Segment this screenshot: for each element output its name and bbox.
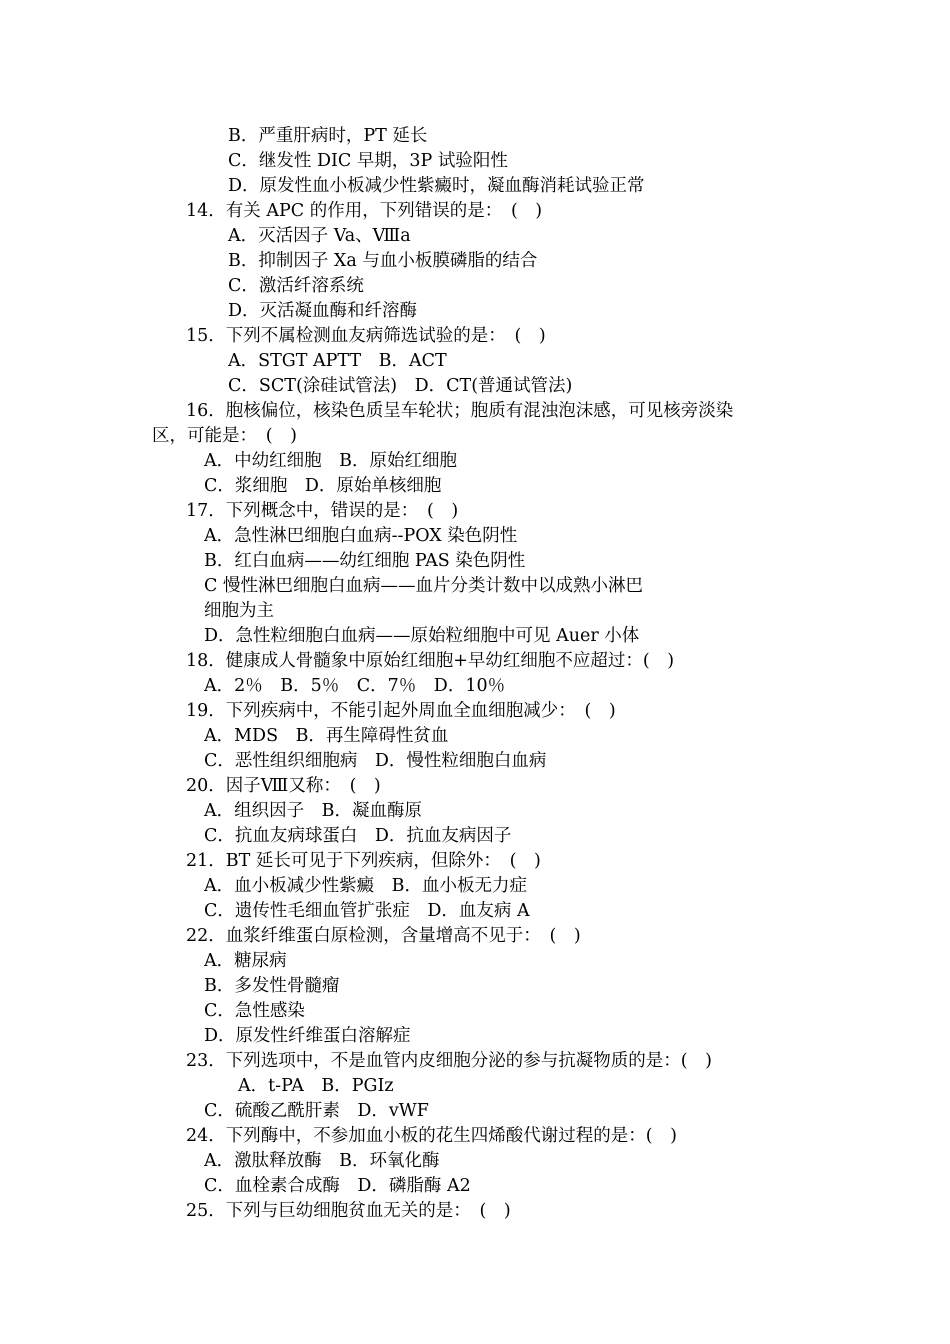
question-25: 25．下列与巨幼细胞贫血无关的是： ( ): [186, 1201, 511, 1221]
option-c-q17: C 慢性淋巴细胞白血病——血片分类计数中以成熟小淋巴: [204, 576, 643, 596]
options-ab-q24: A．激肽释放酶 B．环氧化酶: [204, 1151, 440, 1171]
option-c-q17-cont: 细胞为主: [204, 601, 274, 621]
options-cd-q20: C．抗血友病球蛋白 D．抗血友病因子: [204, 826, 512, 846]
question-24: 24．下列酶中，不参加血小板的花生四烯酸代谢过程的是：( ): [186, 1126, 677, 1146]
question-19: 19．下列疾病中，不能引起外周血全血细胞减少： ( ): [186, 701, 616, 721]
option-d-q17: D．急性粒细胞白血病——原始粒细胞中可见 Auer 小体: [204, 626, 640, 646]
question-14: 14．有关 APC 的作用，下列错误的是： ( ): [186, 201, 543, 221]
option-a-q22: A．糖尿病: [204, 951, 287, 971]
option-a-q17: A．急性淋巴细胞白血病--POX 染色阴性: [204, 526, 518, 546]
option-c-q14: C．激活纤溶系统: [228, 276, 364, 296]
option-c-q13: C．继发性 DIC 早期，3P 试验阳性: [228, 151, 508, 171]
question-18: 18．健康成人骨髓象中原始红细胞+早幼红细胞不应超过：( ): [186, 651, 675, 671]
options-cd-q23: C．硫酸乙酰肝素 D．vWF: [204, 1101, 429, 1121]
question-16: 16．胞核偏位，核染色质呈车轮状；胞质有混浊泡沫感，可见核旁淡染: [186, 401, 734, 421]
options-cd-q21: C．遗传性毛细血管扩张症 D．血友病 A: [204, 901, 530, 921]
option-b-q14: B．抑制因子 Xa 与血小板膜磷脂的结合: [228, 251, 538, 271]
options-ab-q19: A．MDS B．再生障碍性贫血: [204, 726, 449, 746]
option-b-q13: B．严重肝病时，PT 延长: [228, 126, 428, 146]
option-b-q22: B．多发性骨髓瘤: [204, 976, 340, 996]
question-21: 21．BT 延长可见于下列疾病，但除外： ( ): [186, 851, 541, 871]
question-15: 15．下列不属检测血友病筛选试验的是： ( ): [186, 326, 546, 346]
option-b-q17: B．红白血病——幼红细胞 PAS 染色阴性: [204, 551, 526, 571]
question-16-cont: 区，可能是： ( ): [152, 426, 297, 446]
options-ab-q15: A．STGT APTT B．ACT: [228, 351, 447, 371]
option-c-q22: C．急性感染: [204, 1001, 305, 1021]
question-22: 22．血浆纤维蛋白原检测，含量增高不见于： ( ): [186, 926, 581, 946]
options-ab-q23: A．t-PA B．PGIz: [238, 1076, 394, 1096]
options-cd-q15: C．SCT(涂硅试管法) D．CT(普通试管法): [228, 376, 573, 396]
question-17: 17．下列概念中，错误的是： ( ): [186, 501, 459, 521]
question-20: 20．因子Ⅷ又称： ( ): [186, 776, 381, 796]
options-cd-q16: C．浆细胞 D．原始单核细胞: [204, 476, 442, 496]
option-a-q14: A．灭活因子 Va、Ⅷa: [228, 226, 411, 246]
option-d-q13: D．原发性血小板减少性紫癜时，凝血酶消耗试验正常: [228, 176, 645, 196]
options-q18: A．2％ B．5％ C．7％ D．10％: [204, 676, 506, 696]
options-ab-q16: A．中幼红细胞 B．原始红细胞: [204, 451, 457, 471]
question-23: 23．下列选项中，不是血管内皮细胞分泌的参与抗凝物质的是：( ): [186, 1051, 712, 1071]
options-cd-q24: C．血栓素合成酶 D．磷脂酶 A2: [204, 1176, 471, 1196]
options-ab-q21: A．血小板减少性紫癜 B．血小板无力症: [204, 876, 527, 896]
option-d-q14: D．灭活凝血酶和纤溶酶: [228, 301, 418, 321]
option-d-q22: D．原发性纤维蛋白溶解症: [204, 1026, 411, 1046]
options-ab-q20: A．组织因子 B．凝血酶原: [204, 801, 422, 821]
options-cd-q19: C．恶性组织细胞病 D．慢性粒细胞白血病: [204, 751, 547, 771]
